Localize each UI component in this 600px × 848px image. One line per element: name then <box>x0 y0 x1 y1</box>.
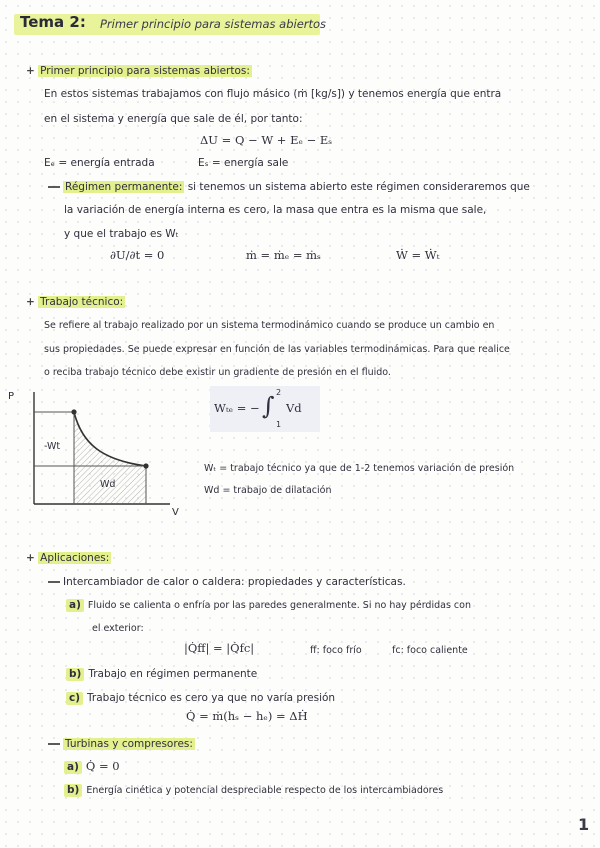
turbine-item-b <box>64 784 443 797</box>
item-a-text: Fluido se calienta o enfría por las paredes generalmente. Si no hay pérdidas con <box>87 600 471 611</box>
pv-axis-label-p: P <box>8 391 15 402</box>
state-point-1 <box>71 409 76 414</box>
def-energy-in: Eₑ = energía entrada <box>44 157 155 169</box>
def-technical-work: Wₜ = trabajo técnico ya que de 1-2 tenemos variación de presión <box>204 463 515 474</box>
enthalpy-formula: Q̇ = ṁ(hₛ − hₑ) = ΔḢ <box>186 709 308 723</box>
regime-label: Régimen permanente: <box>65 181 183 193</box>
page-subtitle: Primer principio para sistemas abiertos <box>100 17 327 31</box>
turbines-text: Turbinas y compresores: <box>65 738 193 750</box>
dash-marker <box>48 743 60 745</box>
def-hot-source: fc: foco caliente <box>392 645 468 656</box>
sec2-line-1: Se refiere al trabajo realizado por un sistema termodinámico cuando se produce un cambio en <box>44 320 495 331</box>
turbine-item-b-text: Energía cinética y potencial despreciable respecto de los intercambiadores <box>86 785 444 796</box>
heat-exchanger-heading <box>48 576 406 589</box>
def-dilation-work: Wd = trabajo de dilatación <box>204 485 332 496</box>
turbine-item-a-text: Q̇ = 0 <box>85 759 120 773</box>
sec2-line-3: o reciba trabajo técnico debe existir un gradiente de presión en el fluido. <box>44 367 391 378</box>
item-a <box>66 599 471 612</box>
integral-lower-limit: 1 <box>276 420 282 429</box>
eq-work: Ẇ = Ẇₜ <box>396 248 440 262</box>
item-c-text: Trabajo técnico es cero ya que no varía presión <box>87 692 336 704</box>
integral-upper-limit: 2 <box>276 388 282 397</box>
technical-work-lhs: Wₜₑ = − <box>214 401 260 415</box>
regime-line-1 <box>48 181 530 194</box>
section-1-title: Primer principio para sistemas abiertos: <box>40 65 250 77</box>
heat-balance-formula: |Q̇ff| = |Q̇fc| <box>184 641 255 655</box>
heat-exchanger-text: Intercambiador de calor o caldera: propiedades y características. <box>63 576 406 588</box>
item-b-label: b) <box>66 668 84 681</box>
pv-label-wd: Wd <box>100 479 116 490</box>
regime-line-3: y que el trabajo es Wₜ <box>64 228 179 240</box>
pv-label-wt: -Wt <box>44 441 61 452</box>
regime-line-2: la variación de energía interna es cero, la masa que entra es la misma que sale, <box>64 204 487 216</box>
energy-balance-formula: ΔU = Q − W + Eₑ − Eₛ <box>200 133 333 147</box>
section-1-heading <box>26 65 252 78</box>
item-b-text: Trabajo en régimen permanente <box>88 668 258 680</box>
sec1-line-1: En estos sistemas trabajamos con flujo másico (ṁ [kg/s]) y tenemos energía que entra <box>44 88 502 100</box>
sec2-line-2: sus propiedades. Se puede expresar en función de las variables termodinámicas. Para que realice <box>44 344 510 355</box>
technical-work-rhs: Vd <box>286 401 302 415</box>
item-a-label: a) <box>66 599 84 612</box>
section-3-heading <box>26 552 111 565</box>
section-2-title: Trabajo técnico: <box>40 296 124 308</box>
page-number: 1 <box>578 815 590 834</box>
section-2-heading <box>26 296 125 309</box>
turbine-item-a-label: a) <box>64 761 82 774</box>
integral-sign: ∫ <box>262 392 275 420</box>
eq-mass-flow: ṁ = ṁₑ = ṁₛ <box>246 248 321 262</box>
turbine-item-a <box>64 760 120 774</box>
section-3-title: Aplicaciones: <box>40 552 110 564</box>
dash-marker <box>48 581 60 583</box>
regime-text-1: si tenemos un sistema abierto este régimen consideraremos que <box>187 181 530 193</box>
sec1-line-2: en el sistema y energía que sale de él, por tanto: <box>44 113 303 125</box>
page-title: Tema 2: <box>20 13 86 31</box>
eq-internal-energy: ∂U/∂t = 0 <box>110 248 165 262</box>
item-b <box>66 668 257 681</box>
turbines-heading <box>48 738 195 751</box>
item-c-label: c) <box>66 692 83 705</box>
section-2-bullet: + <box>26 296 35 308</box>
turbine-item-b-label: b) <box>64 784 82 797</box>
pv-diagram <box>22 388 172 518</box>
pv-axis-label-v: V <box>172 507 179 518</box>
item-c <box>66 692 335 705</box>
state-point-2 <box>143 463 148 468</box>
def-energy-out: Eₛ = energía sale <box>198 157 289 169</box>
dash-marker <box>48 186 60 188</box>
def-cold-source: ff: foco frío <box>310 645 362 656</box>
section-1-bullet: + <box>26 65 35 77</box>
section-3-bullet: + <box>26 552 35 564</box>
item-a-line-2: el exterior: <box>92 623 144 634</box>
